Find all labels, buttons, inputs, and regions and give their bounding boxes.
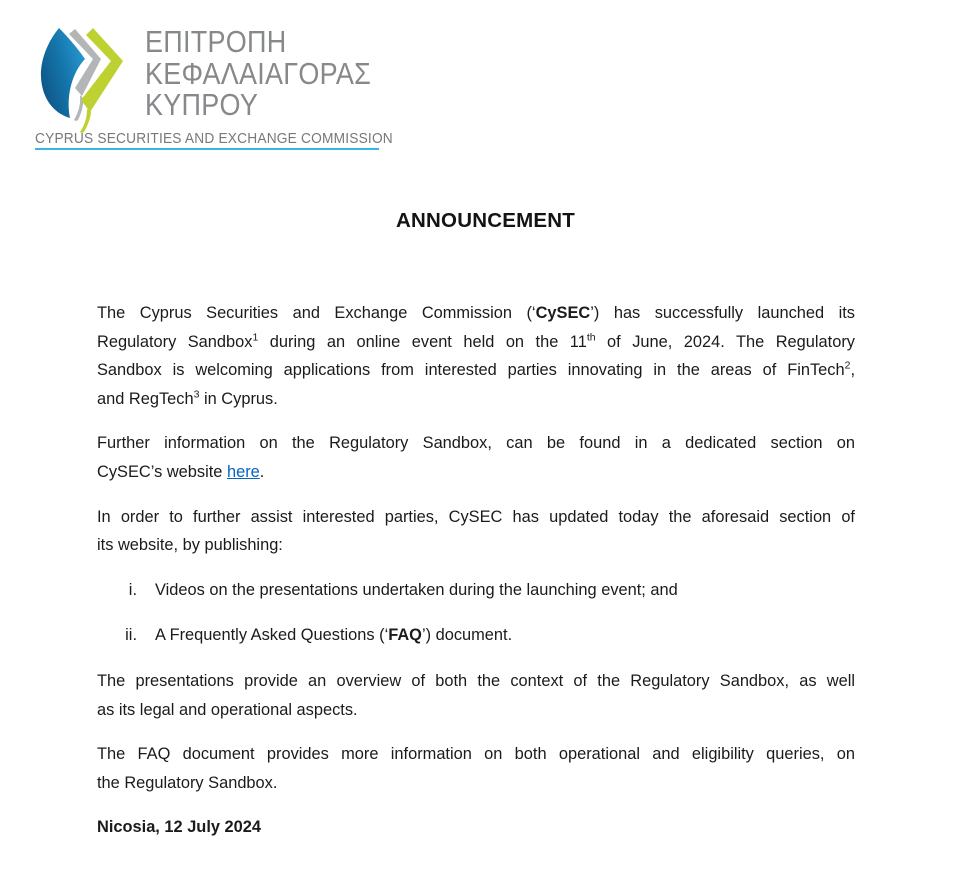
- paragraph-update: [97, 503, 855, 560]
- text-line: The Cyprus Securities and Exchange Commission (‘CySEC’) has successfully launched its: [97, 304, 855, 322]
- logo-underline-divider: [35, 148, 379, 150]
- paragraph-presentations: [97, 667, 855, 724]
- text-line: and RegTech$^3$ in Cyprus.: [97, 388, 278, 408]
- list-item-faq: [97, 621, 855, 650]
- list-numeral: ii.: [125, 626, 137, 645]
- list-item-videos: [97, 576, 855, 605]
- dateline: Nicosia, 12 July 2024: [97, 818, 262, 837]
- cysec-logo-icon: [38, 21, 128, 133]
- document-body: [97, 299, 855, 842]
- paragraph-intro: [97, 299, 855, 413]
- ordered-list: [97, 576, 855, 650]
- list-item-text: Videos on the presentations undertaken during the launching event; and: [155, 580, 678, 599]
- logo-greek-line-3: ΚΥΠΡΟΥ: [145, 87, 259, 122]
- logo-greek-line-1: ΕΠΙΤΡΟΠΗ: [145, 24, 287, 59]
- text-line: In order to further assist interested parties, CySEC has updated today the aforesaid section of: [97, 507, 855, 526]
- text-line: as its legal and operational aspects.: [97, 700, 358, 719]
- logo-greek-text: [145, 26, 371, 121]
- logo-greek-line-2: ΚΕΦΑΛΑΙΑΓΟΡΑΣ: [145, 55, 372, 91]
- text-line: The FAQ document provides more information on both operational and eligibility queries, on: [97, 745, 855, 764]
- text-line: Further information on the Regulatory Sandbox, can be found in a dedicated section on: [97, 434, 855, 453]
- logo-caption: CYPRUS SECURITIES AND EXCHANGE COMMISSION: [35, 131, 393, 147]
- list-numeral: i.: [128, 580, 137, 599]
- text-line: CySEC’s website here.: [97, 462, 265, 481]
- here-link[interactable]: here: [226, 462, 260, 481]
- text-line: the Regulatory Sandbox.: [97, 773, 278, 792]
- list-item-text: A Frequently Asked Questions (‘FAQ’) document.: [155, 626, 513, 645]
- text-line: Regulatory Sandbox$^1$ during an online event held on the 11th of June, 2024. The Regulatory: [97, 331, 855, 351]
- text-line: The presentations provide an overview of both the context of the Regulatory Sandbox, as well: [97, 671, 855, 690]
- paragraph-faq-doc: [97, 740, 855, 797]
- paragraph-further-info: [97, 429, 855, 486]
- page-title: ANNOUNCEMENT: [396, 209, 575, 232]
- text-line: its website, by publishing:: [97, 536, 283, 555]
- text-line: Sandbox is welcoming applications from interested parties innovating in the areas of FinTech$^2$,: [97, 359, 855, 380]
